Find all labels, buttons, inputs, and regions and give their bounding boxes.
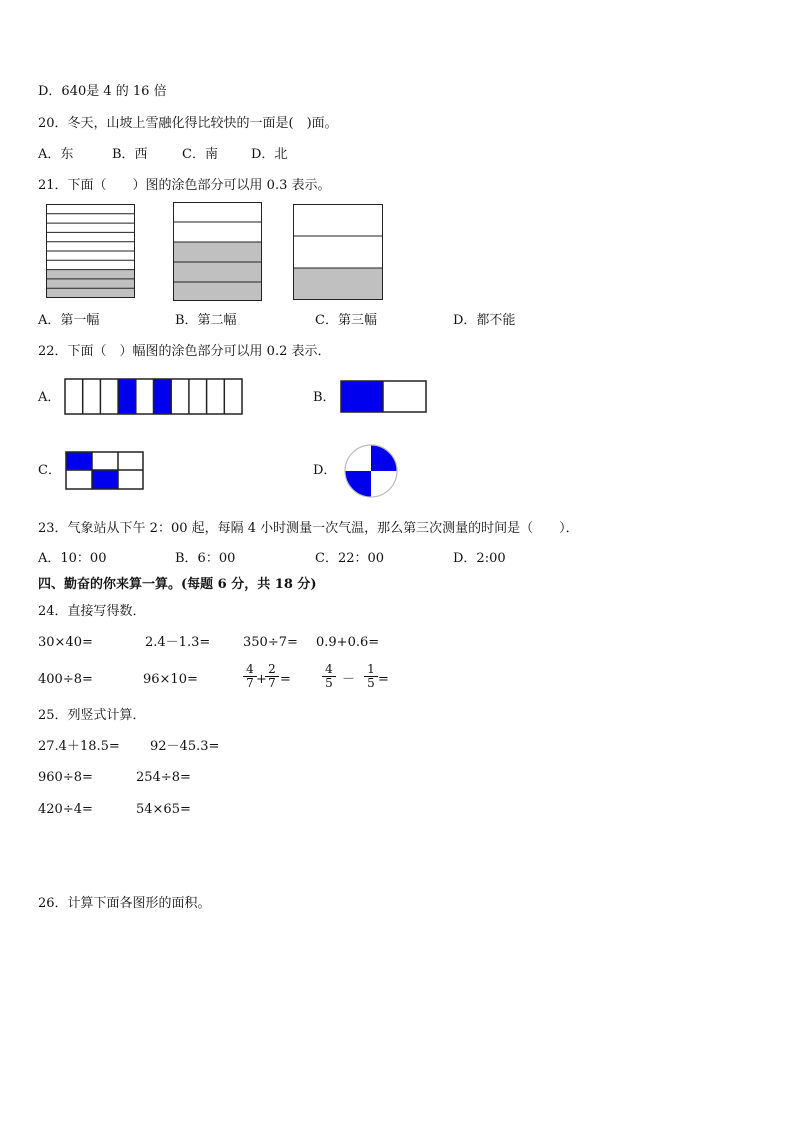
q21-text: 21．下面（ ）图的涂色部分可以用 0.3 表示。 <box>38 178 331 193</box>
equals-sign: = <box>280 672 291 687</box>
q23-text: 23．气象站从下午 2：00 起，每隔 4 小时测量一次气温，那么第三次测量的时间是（ ）． <box>38 521 579 536</box>
q21-figure-1 <box>46 204 136 299</box>
q23-option-b: B．6：00 <box>175 551 236 566</box>
q24-item-5: 400÷8= <box>38 672 93 687</box>
q23-option-d: D．2:00 <box>453 551 506 566</box>
q23-option-c: C．22：00 <box>315 551 385 566</box>
q25-item-2: 92－45.3= <box>150 739 220 754</box>
q20-text: 20．冬天，山坡上雪融化得比较快的一面是( )面。 <box>38 116 338 131</box>
q25-text: 25．列竖式计算． <box>38 708 146 723</box>
q26-text: 26．计算下面各图形的面积。 <box>38 896 211 911</box>
fraction-2-7: $\frac{2}{7}$ <box>265 663 279 690</box>
q21-option-a: A．第一幅 <box>38 313 100 328</box>
q25-item-6: 54×65= <box>136 802 191 817</box>
q21-option-d: D．都不能 <box>453 313 516 328</box>
q24-text: 24．直接写得数． <box>38 604 146 619</box>
q23-option-a: A．10：00 <box>38 551 107 566</box>
q22-label-c: C． <box>38 463 61 478</box>
q22-text: 22．下面（ ）幅图的涂色部分可以用 0.2 表示． <box>38 344 331 359</box>
q21-figure-3 <box>293 204 384 301</box>
q24-item-4: 0.9+0.6= <box>316 635 380 650</box>
equals-sign: = <box>378 672 389 687</box>
q24-item-6: 96×10= <box>143 672 198 687</box>
fraction-4-7: $\frac{4}{7}$ <box>243 663 257 690</box>
q22-label-d: D． <box>313 463 337 478</box>
q24-item-3: 350÷7= <box>243 635 298 650</box>
q25-item-5: 420÷4= <box>38 802 93 817</box>
q22-label-a: A． <box>38 390 61 405</box>
q25-item-1: 27.4＋18.5= <box>38 739 120 754</box>
q22-label-b: B． <box>313 390 336 405</box>
q25-item-4: 254÷8= <box>136 770 191 785</box>
q25-item-3: 960÷8= <box>38 770 93 785</box>
q24-item-1: 30×40= <box>38 635 93 650</box>
q21-option-c: C．第三幅 <box>315 313 377 328</box>
q22-figure-d <box>344 443 398 499</box>
q22-figure-b <box>340 380 428 414</box>
q20-option-b: B．西 <box>112 147 148 162</box>
q21-option-b: B．第二幅 <box>175 313 237 328</box>
q24-item-2: 2.4－1.3= <box>145 635 211 650</box>
plus-sign: + <box>256 672 267 687</box>
q19-option-d: D．640是 4 的 16 倍 <box>38 84 167 99</box>
minus-sign: － <box>342 672 356 687</box>
q20-option-d: D．北 <box>251 147 288 162</box>
q22-figure-c <box>65 451 145 491</box>
fraction-4-5: $\frac{4}{5}$ <box>322 663 336 690</box>
q20-option-a: A．东 <box>38 147 74 162</box>
q22-figure-a <box>64 378 244 416</box>
fraction-1-5: $\frac{1}{5}$ <box>364 663 378 690</box>
q21-figure-2 <box>173 202 263 302</box>
q20-option-c: C．南 <box>182 147 218 162</box>
section-4-heading: 四、勤奋的你来算一算。(每题 6 分，共 18 分) <box>38 577 317 592</box>
